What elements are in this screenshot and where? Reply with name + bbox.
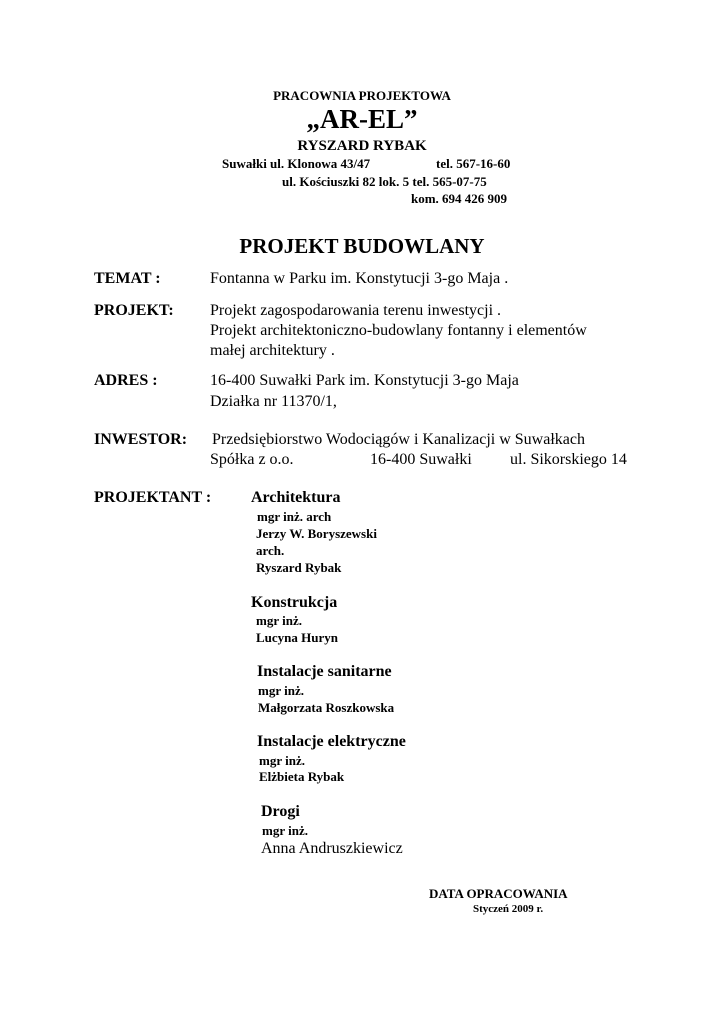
sanitarne-title: mgr inż. [258, 683, 304, 698]
drogi-heading: Drogi [261, 803, 300, 820]
owner-name: RYSZARD RYBAK [297, 138, 427, 154]
office-name: PRACOWNIA PROJEKTOWA [273, 88, 451, 103]
inwestor-label: INWESTOR: [94, 431, 188, 448]
mobile-phone: kom. 694 426 909 [411, 191, 508, 206]
sanitarne-name: Małgorzata Roszkowska [258, 700, 395, 715]
elektryczne-heading: Instalacje elektryczne [257, 733, 406, 750]
architektura-title-2: arch. [256, 543, 285, 558]
address-line-2: ul. Kościuszki 82 lok. 5 tel. 565-07-75 [282, 174, 487, 189]
adres-label: ADRES : [94, 372, 158, 389]
address-line-1 [222, 156, 511, 172]
projekt-label: PROJEKT: [94, 302, 174, 319]
projekt-line-1: Projekt zagospodarowania terenu inwestycji . [210, 302, 502, 319]
architektura-title-1: mgr inż. arch [257, 509, 332, 524]
adres-line-2: Działka nr 11370/1, [210, 393, 337, 410]
inwestor-line-1: Przedsiębiorstwo Wodociągów i Kanalizacji w Suwałkach [212, 431, 585, 448]
address-1: Suwałki ul. Klonowa 43/47 [222, 156, 371, 171]
konstrukcja-title: mgr inż. [256, 613, 302, 628]
inwestor-company-form: Spółka z o.o. [210, 451, 294, 468]
date-value: Styczeń 2009 r. [473, 903, 544, 915]
phone-1: tel. 567-16-60 [436, 156, 511, 171]
architektura-name-1: Jerzy W. Boryszewski [256, 526, 377, 541]
date-label: DATA OPRACOWANIA [429, 886, 568, 901]
temat-label: TEMAT : [94, 270, 161, 287]
document-title: PROJEKT BUDOWLANY [239, 234, 485, 258]
inwestor-street: ul. Sikorskiego 14 [510, 451, 627, 468]
adres-line-1: 16-400 Suwałki Park im. Konstytucji 3-go Maja [210, 372, 519, 389]
drogi-title: mgr inż. [262, 823, 308, 838]
projekt-line-3: małej architektury . [210, 342, 335, 359]
inwestor-city: 16-400 Suwałki [370, 451, 472, 468]
projektant-label: PROJEKTANT : [94, 489, 212, 506]
drogi-name: Anna Andruszkiewicz [261, 840, 403, 857]
sanitarne-heading: Instalacje sanitarne [257, 663, 392, 680]
temat-value: Fontanna w Parku im. Konstytucji 3-go Maja . [210, 270, 509, 287]
architektura-name-2: Ryszard Rybak [256, 560, 342, 575]
elektryczne-name: Elżbieta Rybak [259, 769, 345, 784]
projekt-line-2: Projekt architektoniczno-budowlany fontanny i elementów [210, 322, 587, 339]
elektryczne-title: mgr inż. [259, 753, 305, 768]
konstrukcja-heading: Konstrukcja [251, 594, 338, 611]
architektura-heading: Architektura [251, 489, 341, 506]
konstrukcja-name: Lucyna Huryn [256, 630, 338, 645]
company-name: „AR-EL” [306, 104, 418, 134]
